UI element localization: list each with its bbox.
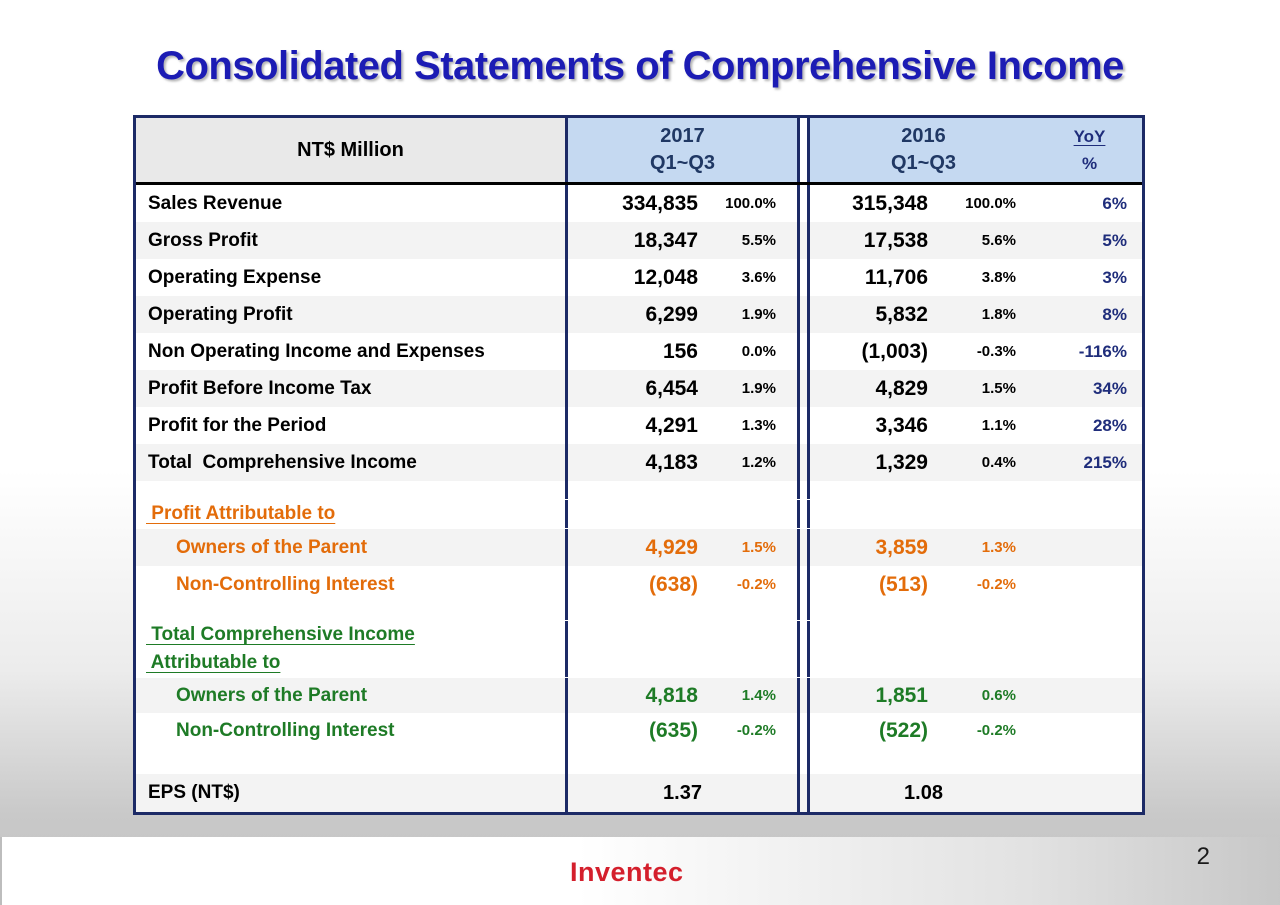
value-2017: 4,183 (645, 450, 698, 474)
col-2017-cell (568, 333, 800, 370)
col-2017-cell (568, 296, 800, 333)
row-label (136, 621, 568, 677)
row-label-text: Operating Expense (148, 266, 322, 288)
column-gap (800, 370, 807, 407)
yoy-cell (1037, 444, 1142, 481)
value-2016: 1,851 (875, 683, 928, 707)
pct-2016: 0.4% (981, 454, 1016, 471)
section-title-line: Profit Attributable to (146, 503, 336, 524)
row-label (136, 407, 568, 444)
column-gap (800, 774, 807, 812)
pct-2016: 0.6% (981, 687, 1016, 704)
value-2016: 3,859 (875, 535, 928, 559)
table-row (136, 499, 1142, 529)
yoy-value: 3% (1102, 267, 1127, 287)
pct-2017: 3.6% (741, 269, 776, 286)
col-2017-cell (568, 529, 800, 566)
col-2017-cell (568, 748, 800, 774)
header-col-2016 (807, 118, 1037, 182)
row-label-text: Profit Before Income Tax (148, 377, 372, 399)
table-row (136, 713, 1142, 748)
col-2017-cell (568, 678, 800, 713)
column-gap (800, 500, 807, 528)
col-2017-cell (568, 713, 800, 748)
pct-2017: 1.9% (741, 306, 776, 323)
table-row (136, 620, 1142, 678)
row-label (136, 748, 568, 774)
column-gap (800, 603, 807, 620)
header-2016-year: 2016 (901, 125, 946, 147)
col-2017-cell (568, 222, 800, 259)
col-2017-cell (568, 603, 800, 620)
value-2016: 17,538 (863, 228, 928, 252)
yoy-cell (1037, 370, 1142, 407)
pct-2016: 3.8% (981, 269, 1016, 286)
eps-value-2017: 1.37 (663, 781, 702, 804)
col-2016-cell (807, 774, 1037, 812)
table-row (136, 529, 1142, 566)
page-number: 2 (1196, 843, 1210, 870)
col-2016-cell (807, 444, 1037, 481)
row-label-text: Profit for the Period (148, 414, 327, 436)
pct-2017: 5.5% (741, 232, 776, 249)
row-label-text: Non-Controlling Interest (176, 573, 395, 595)
col-2016-cell (807, 566, 1037, 603)
col-2017-cell (568, 370, 800, 407)
column-gap (800, 621, 807, 677)
column-gap (800, 748, 807, 774)
row-label (136, 259, 568, 296)
row-label-text: Owners of the Parent (176, 684, 368, 706)
col-2016-cell (807, 748, 1037, 774)
yoy-cell (1037, 603, 1142, 620)
column-gap (800, 259, 807, 296)
pct-2016: -0.3% (976, 343, 1016, 360)
col-2017-cell (568, 500, 800, 528)
row-label (136, 500, 568, 528)
pct-2017: 1.2% (741, 454, 776, 471)
value-2017: 4,291 (645, 413, 698, 437)
page-title: Consolidated Statements of Comprehensive Income (156, 44, 1124, 88)
header-col-2017 (568, 118, 800, 182)
yoy-cell (1037, 259, 1142, 296)
value-2017: 334,835 (622, 191, 698, 215)
row-label-text: Gross Profit (148, 229, 258, 251)
value-2016: 5,832 (875, 302, 928, 326)
section-title-line: Attributable to (146, 652, 281, 673)
value-2016: (522) (878, 718, 928, 742)
yoy-cell (1037, 296, 1142, 333)
row-label-text: Non-Controlling Interest (176, 719, 395, 741)
table-row (136, 774, 1142, 812)
value-2016: (513) (878, 572, 928, 596)
row-label (136, 185, 568, 222)
table-row (136, 603, 1142, 620)
value-2016: 1,329 (875, 450, 928, 474)
yoy-cell (1037, 713, 1142, 748)
yoy-cell (1037, 621, 1142, 677)
column-gap (800, 296, 807, 333)
col-2016-cell (807, 713, 1037, 748)
yoy-cell (1037, 481, 1142, 499)
pct-2017: -0.2% (736, 722, 776, 739)
col-2017-cell (568, 481, 800, 499)
col-2017-cell (568, 621, 800, 677)
value-2017: 4,818 (645, 683, 698, 707)
pct-2016: 1.8% (981, 306, 1016, 323)
inventec-logo: Inventec (570, 857, 684, 887)
header-yoy-label: YoY (1073, 127, 1106, 146)
yoy-value: 215% (1083, 452, 1127, 472)
column-gap (800, 529, 807, 566)
column-gap (800, 185, 807, 222)
table-row (136, 407, 1142, 444)
col-2016-cell (807, 481, 1037, 499)
table-row (136, 481, 1142, 499)
pct-2017: 1.4% (741, 687, 776, 704)
row-label-text: Total Comprehensive Income (148, 451, 417, 473)
pct-2016: 1.5% (981, 380, 1016, 397)
col-2016-cell (807, 259, 1037, 296)
table-row (136, 444, 1142, 481)
eps-value-2016: 1.08 (904, 781, 943, 804)
col-2016-cell (807, 222, 1037, 259)
value-2017: 4,929 (645, 535, 698, 559)
yoy-cell (1037, 529, 1142, 566)
header-2017-period: Q1~Q3 (649, 152, 716, 174)
yoy-value: 8% (1102, 304, 1127, 324)
col-2016-cell (807, 333, 1037, 370)
row-label (136, 713, 568, 748)
pct-2017: 100.0% (725, 195, 776, 212)
table-row (136, 678, 1142, 713)
col-2017-cell (568, 566, 800, 603)
row-label-text: Non Operating Income and Expenses (148, 340, 485, 362)
col-2017-cell (568, 774, 800, 812)
col-2016-cell (807, 500, 1037, 528)
pct-2017: 1.3% (741, 417, 776, 434)
row-label (136, 296, 568, 333)
yoy-cell (1037, 566, 1142, 603)
table-body (136, 185, 1142, 812)
col-2017-cell (568, 259, 800, 296)
value-2017: (635) (648, 718, 698, 742)
section-title-line: Total Comprehensive Income (146, 624, 415, 645)
row-label-text: Owners of the Parent (176, 536, 368, 558)
value-2016: 4,829 (875, 376, 928, 400)
row-label (136, 481, 568, 499)
table-row (136, 185, 1142, 222)
footer-bar (0, 837, 1280, 905)
table-row (136, 370, 1142, 407)
pct-2016: -0.2% (976, 576, 1016, 593)
pct-2016: -0.2% (976, 722, 1016, 739)
table-row (136, 748, 1142, 774)
col-2017-cell (568, 185, 800, 222)
value-2017: 18,347 (633, 228, 698, 252)
row-label (136, 222, 568, 259)
yoy-cell (1037, 774, 1142, 812)
row-label-text: Operating Profit (148, 303, 293, 325)
pct-2016: 1.1% (981, 417, 1016, 434)
header-2016-period: Q1~Q3 (890, 152, 957, 174)
col-2016-cell (807, 296, 1037, 333)
row-label-text: Sales Revenue (148, 192, 283, 214)
column-gap (800, 222, 807, 259)
col-2016-cell (807, 407, 1037, 444)
row-label-text: EPS (NT$) (148, 782, 240, 803)
column-gap (800, 333, 807, 370)
row-label (136, 333, 568, 370)
value-2016: 315,348 (852, 191, 928, 215)
yoy-cell (1037, 222, 1142, 259)
yoy-cell (1037, 500, 1142, 528)
value-2017: 6,299 (645, 302, 698, 326)
header-col-yoy (1037, 118, 1142, 182)
value-2016: 11,706 (864, 265, 928, 289)
row-label (136, 444, 568, 481)
value-2016: (1,003) (861, 339, 928, 363)
pct-2017: 1.5% (741, 539, 776, 556)
yoy-value: 5% (1102, 230, 1127, 250)
yoy-cell (1037, 678, 1142, 713)
yoy-value: -116% (1078, 341, 1127, 361)
yoy-cell (1037, 333, 1142, 370)
col-2016-cell (807, 621, 1037, 677)
financial-table (133, 115, 1145, 815)
column-gap (800, 118, 807, 182)
row-label (136, 774, 568, 812)
value-2017: 6,454 (645, 376, 698, 400)
col-2016-cell (807, 603, 1037, 620)
yoy-value: 34% (1092, 378, 1127, 398)
value-2017: 156 (662, 339, 698, 363)
column-gap (800, 713, 807, 748)
col-2017-cell (568, 407, 800, 444)
pct-2016: 5.6% (981, 232, 1016, 249)
pct-2017: 1.9% (741, 380, 776, 397)
table-row (136, 296, 1142, 333)
table-row (136, 566, 1142, 603)
pct-2017: 0.0% (741, 343, 776, 360)
column-gap (800, 481, 807, 499)
row-label (136, 603, 568, 620)
row-label (136, 529, 568, 566)
value-2016: 3,346 (875, 413, 928, 437)
col-2016-cell (807, 370, 1037, 407)
col-2017-cell (568, 444, 800, 481)
yoy-value: 28% (1092, 415, 1127, 435)
column-gap (800, 444, 807, 481)
header-row-label: NT$ Million (136, 118, 568, 182)
yoy-cell (1037, 407, 1142, 444)
yoy-cell (1037, 748, 1142, 774)
col-2016-cell (807, 678, 1037, 713)
yoy-value: 6% (1102, 193, 1127, 213)
row-label (136, 566, 568, 603)
column-gap (800, 678, 807, 713)
column-gap (800, 407, 807, 444)
table-row (136, 259, 1142, 296)
row-label (136, 370, 568, 407)
pct-2016: 100.0% (965, 195, 1016, 212)
table-row (136, 333, 1142, 370)
column-gap (800, 566, 807, 603)
pct-2016: 1.3% (981, 539, 1016, 556)
table-header (136, 118, 1142, 185)
row-label (136, 678, 568, 713)
pct-2017: -0.2% (736, 576, 776, 593)
col-2016-cell (807, 529, 1037, 566)
header-yoy-percent: % (1081, 154, 1098, 173)
value-2017: 12,048 (633, 265, 698, 289)
value-2017: (638) (648, 572, 698, 596)
yoy-cell (1037, 185, 1142, 222)
col-2016-cell (807, 185, 1037, 222)
table-row (136, 222, 1142, 259)
header-2017-year: 2017 (660, 125, 705, 147)
